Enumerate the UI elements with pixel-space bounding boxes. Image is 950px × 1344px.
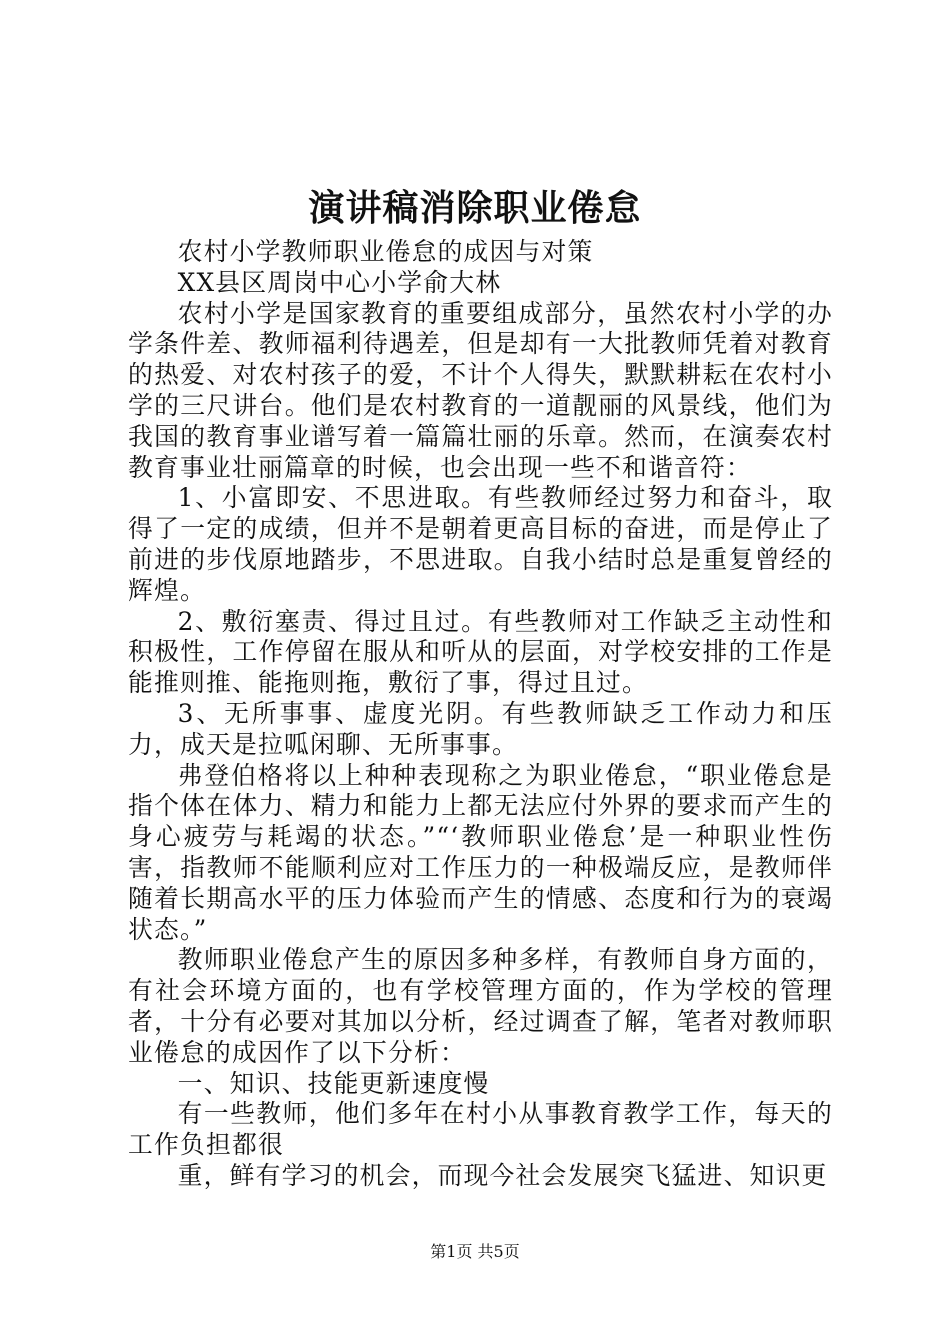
paragraph-author: XX县区周岗中心小学俞大林 [177, 267, 502, 297]
paragraph: 有一些教师，他们多年在村小从事教育教学工作，每天的工作负担都很 [128, 1099, 833, 1160]
document-body [128, 237, 833, 1192]
paragraph-subtitle: 农村小学教师职业倦怠的成因与对策 [177, 237, 594, 266]
paragraph: 教师职业倦怠产生的原因多种多样，有教师自身方面的，有社会环境方面的，也有学校管理方面的，作为学校的管理者，十分有必要对其加以分析，经过调查了解，笔者对教师职业倦怠的成因作了以下分析： [128, 945, 833, 1067]
paragraph: 重，鲜有学习的机会，而现今社会发展突飞猛进、知识更 [177, 1160, 828, 1190]
paragraph: 2、敷衍塞责、得过且过。有些教师对工作缺乏主动性和积极性，工作停留在服从和听从的层面，对学校安排的工作是能推则推、能拖则拖，敷衍了事，得过且过。 [128, 606, 833, 698]
page-footer: 第1页 共5页 [430, 1242, 520, 1261]
paragraph: 农村小学是国家教育的重要组成部分，虽然农村小学的办学条件差、教师福利待遇差，但是却有一大批教师凭着对教育的热爱、对农村孩子的爱，不计个人得失，默默耕耘在农村小学的三尺讲台。他们是农村教育的一道靓丽的风景线，他们为我国的教育事业谱写着一篇篇壮丽的乐章。然而，在演奏农村教育事业壮丽篇章的时候，也会出现一些不和谐音符： [128, 298, 833, 482]
paragraph: 弗登伯格将以上种种表现称之为职业倦怠，“职业倦怠是指个体在体力、精力和能力上都无法应付外界的要求而产生的身心疲劳与耗竭的状态。”“‘教师职业倦怠’是一种职业性伤害，指教师不能顺利应对工作压力的一种极端反应，是教师伴随着长期高水平的压力体验而产生的情感、态度和行为的衰竭状态。” [128, 760, 833, 944]
paragraph: 1、小富即安、不思进取。有些教师经过努力和奋斗，取得了一定的成绩，但并不是朝着更高目标的奋进，而是停止了前进的步伐原地踏步，不思进取。自我小结时总是重复曾经的辉煌。 [128, 483, 833, 605]
document-title: 演讲稿消除职业倦怠 [308, 187, 642, 229]
section-heading: 一、知识、技能更新速度慢 [177, 1068, 490, 1098]
paragraph: 3、无所事事、虚度光阴。有些教师缺乏工作动力和压力，成天是拉呱闲聊、无所事事。 [128, 698, 833, 759]
